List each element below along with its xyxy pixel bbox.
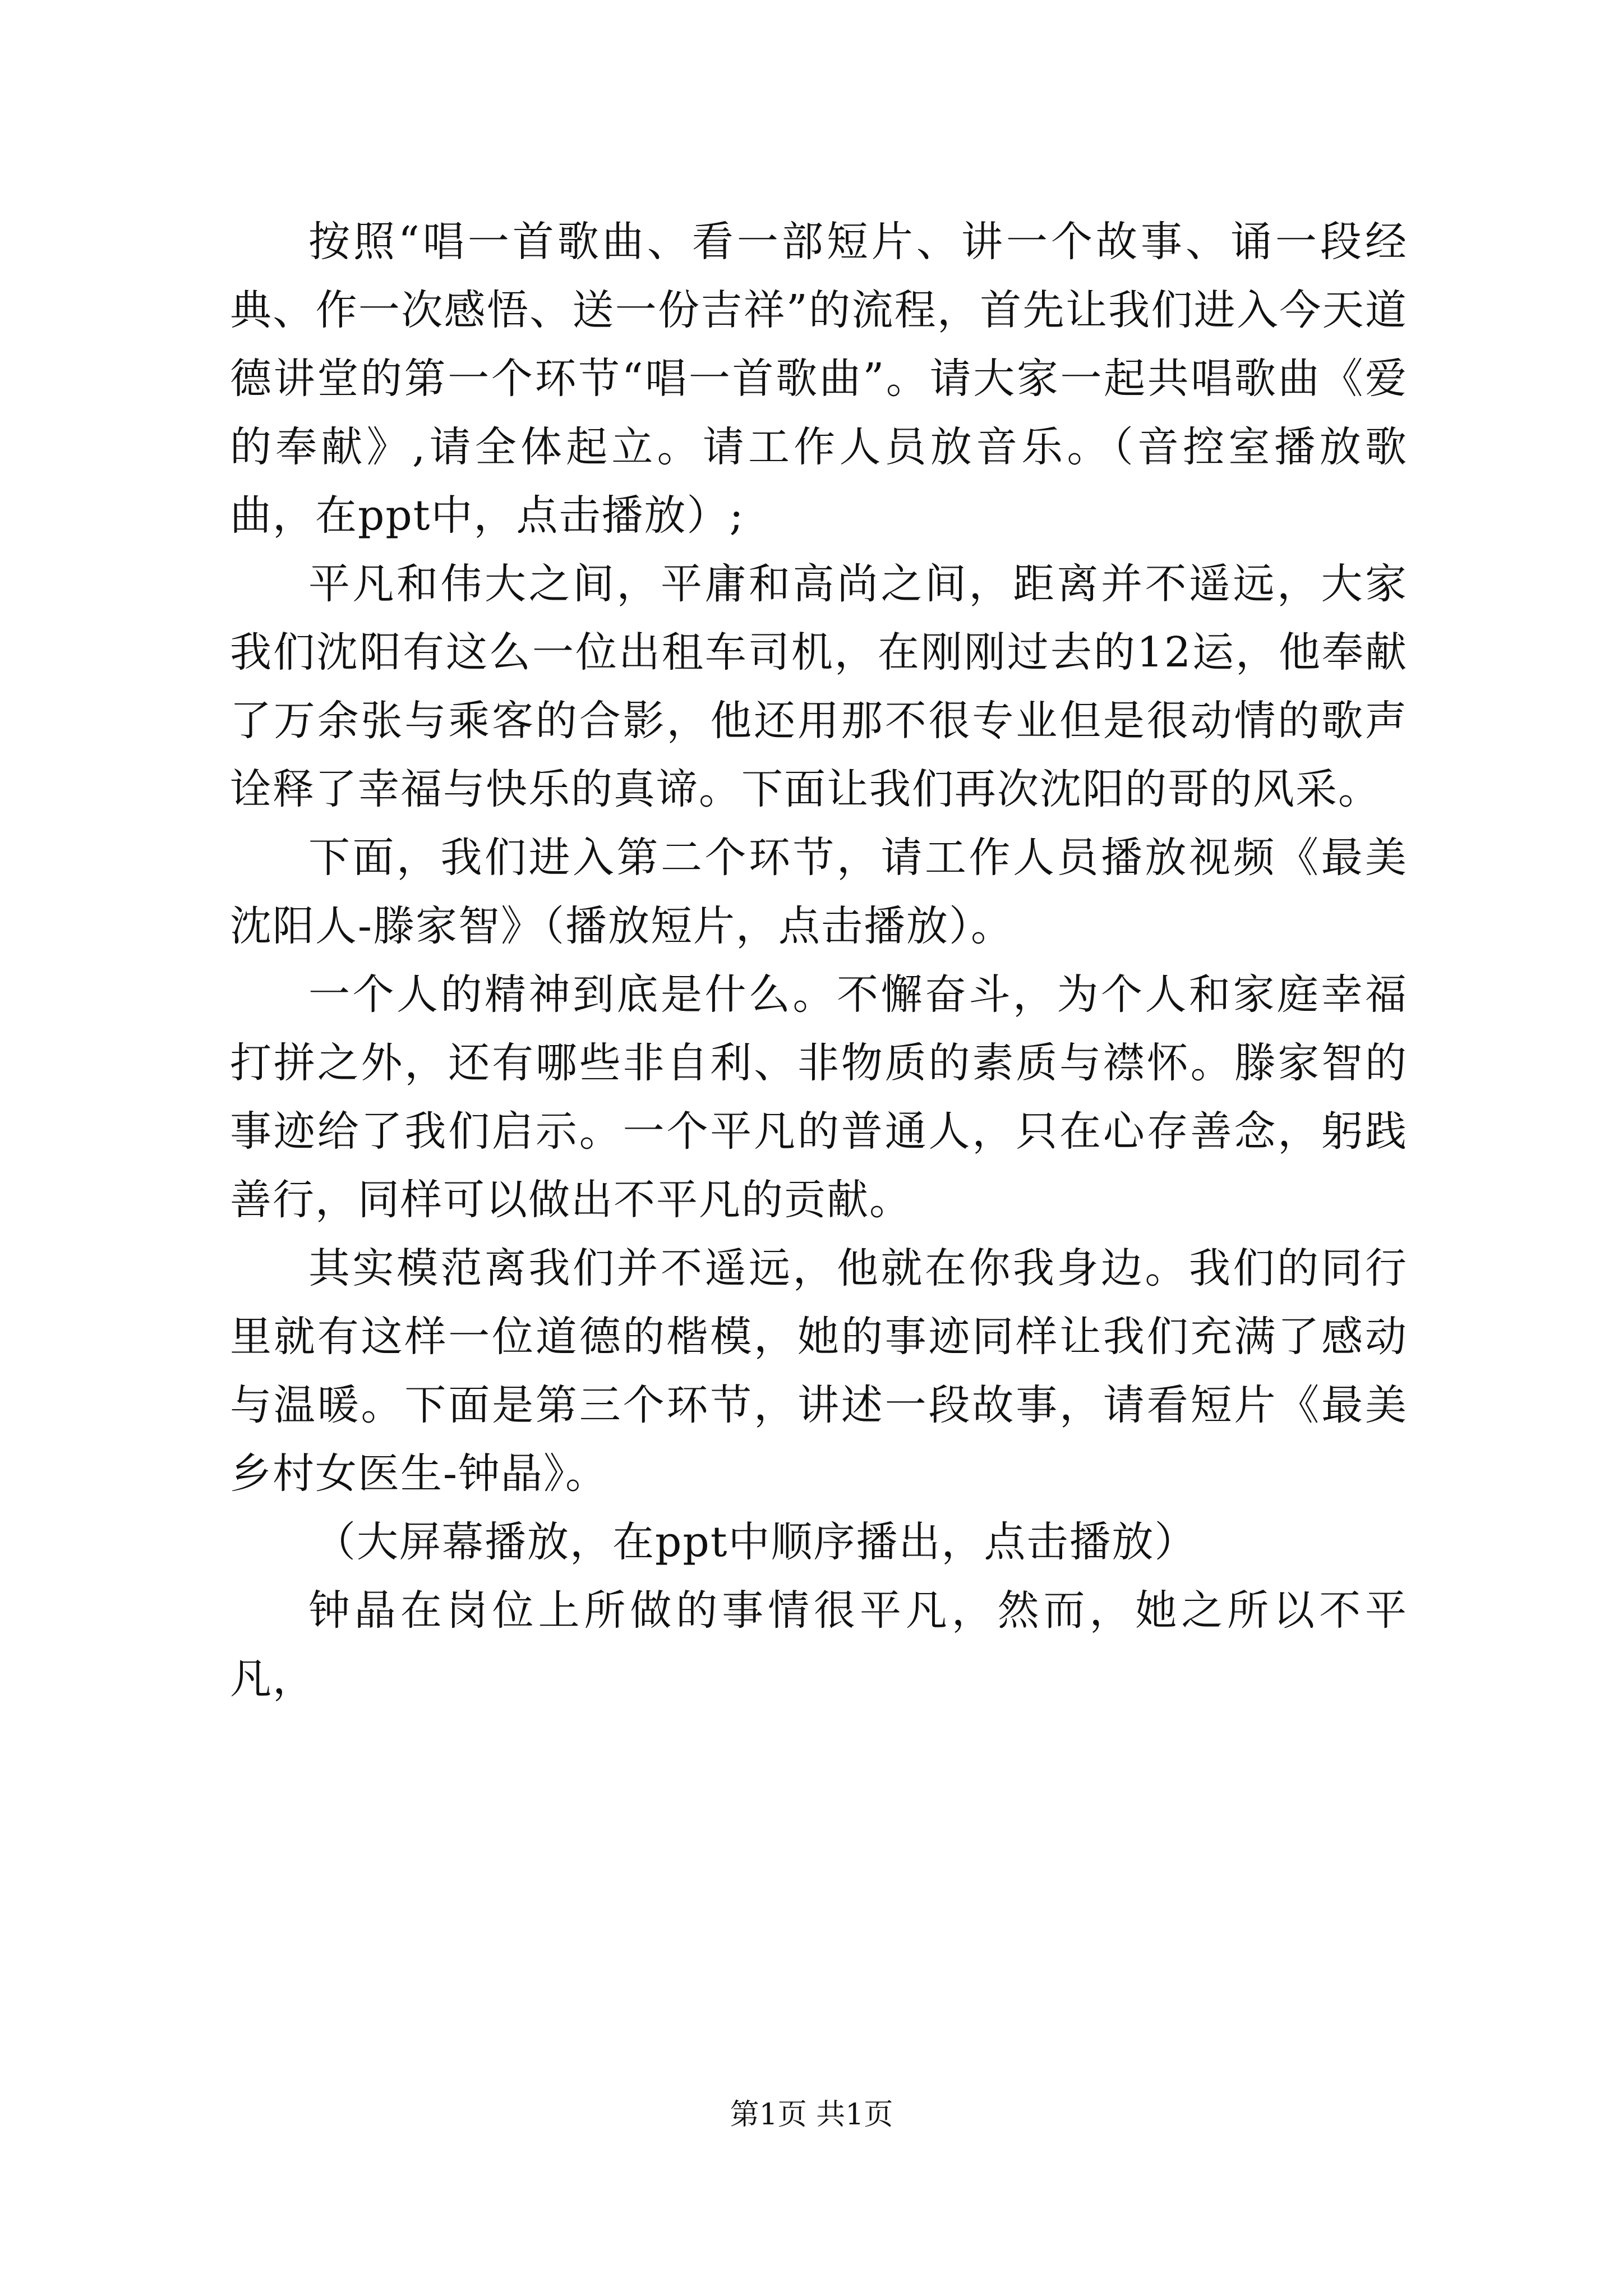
paragraph-zhong-jing: 钟晶在岗位上所做的事情很平凡，然而，她之所以不平凡， xyxy=(230,1586,1408,1703)
paragraph-role-model: 其实模范离我们并不遥远，他就在你我身边。我们的同行里就有这样一位道德的楷模，她的事迹同样让我们充满了感动与温暖。下面是第三个环节，讲述一段故事，请看短片《最美乡村女医生-钟晶》。 xyxy=(230,1244,1408,1498)
paragraph-screen-note: （大屏幕播放，在ppt中顺序播出，点击播放） xyxy=(314,1518,1197,1566)
document-body xyxy=(230,208,1408,1713)
paragraph-intro-flow: 按照“唱一首歌曲、看一部短片、讲一个故事、诵一段经典、作一次感悟、送一份吉祥”的流程，首先让我们进入今天道德讲堂的第一个环节“唱一首歌曲”。请大家一起共唱歌曲《爱的奉献》,请全体起立。请工作人员放音乐。（音控室播放歌曲，在ppt中，点击播放）; xyxy=(230,218,1408,540)
paragraph-taxi-driver: 平凡和伟大之间，平庸和高尚之间，距离并不遥远，大家我们沈阳有这么一位出租车司机，在刚刚过去的12运，他奉献了万余张与乘客的合影，他还用那不很专业但是很动情的歌声诠释了幸福与快乐的真谛。下面让我们再次沈阳的哥的风采。 xyxy=(230,560,1408,813)
paragraph-spirit: 一个人的精神到底是什么。不懈奋斗，为个人和家庭幸福打拼之外，还有哪些非自利、非物质的素质与襟怀。滕家智的事迹给了我们启示。一个平凡的普通人，只在心存善念，躬践善行，同样可以做出不平凡的贡献。 xyxy=(230,970,1408,1224)
page-footer: 第1页 共1页 xyxy=(730,2098,893,2132)
paragraph-second-segment: 下面，我们进入第二个环节，请工作人员播放视频《最美沈阳人-滕家智》（播放短片，点击播放）。 xyxy=(230,834,1408,950)
